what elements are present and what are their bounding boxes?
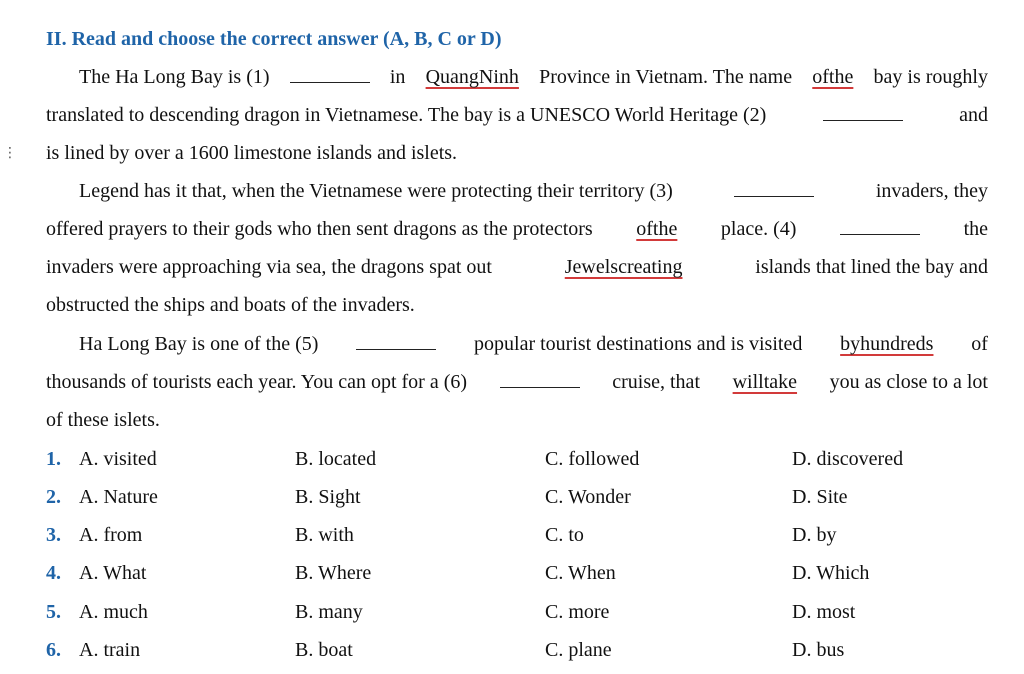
option-d: D. Which bbox=[792, 562, 870, 584]
text-run: of bbox=[971, 333, 988, 355]
text-run: offered prayers to their gods who then sent dragons as the protectors bbox=[46, 218, 593, 240]
option-b: B. with bbox=[295, 524, 354, 546]
question-row bbox=[46, 558, 988, 588]
answer-blank-1 bbox=[290, 64, 370, 83]
option-a: A. visited bbox=[79, 448, 157, 470]
text-run: translated to descending dragon in Vietnamese. The bay is a UNESCO World Heritage (2) bbox=[46, 104, 767, 126]
question-number: 1. bbox=[46, 448, 61, 470]
spell-error-word: QuangNinh bbox=[425, 66, 519, 88]
spell-error-word: Jewelscreating bbox=[564, 256, 683, 278]
spell-error-word: ofthe bbox=[636, 218, 678, 240]
option-b: B. located bbox=[295, 448, 377, 470]
answer-blank-6 bbox=[500, 369, 580, 388]
option-c: C. plane bbox=[545, 639, 612, 661]
question-row bbox=[46, 597, 988, 627]
question-number: 2. bbox=[46, 486, 61, 508]
option-c: C. When bbox=[545, 562, 616, 584]
text-run: thousands of tourists each year. You can opt for a (6) bbox=[46, 371, 468, 393]
option-b: B. boat bbox=[295, 639, 353, 661]
option-c: C. to bbox=[545, 524, 584, 546]
answer-blank-4 bbox=[840, 216, 920, 235]
margin-marker-icon: ⋮ bbox=[3, 145, 17, 161]
text-run: invaders, they bbox=[875, 180, 988, 202]
option-c: C. more bbox=[545, 601, 610, 623]
spell-error-word: ofthe bbox=[812, 66, 854, 88]
answer-blank-5 bbox=[356, 331, 436, 350]
text-run: popular tourist destinations and is visited bbox=[474, 333, 803, 355]
answer-blank-3 bbox=[734, 178, 814, 197]
option-c: C. Wonder bbox=[545, 486, 631, 508]
option-c: C. followed bbox=[545, 448, 640, 470]
spell-error-word: willtake bbox=[732, 371, 798, 393]
passage-line bbox=[79, 176, 988, 206]
text-run: Ha Long Bay is one of the (5) bbox=[79, 333, 319, 355]
text-run: the bbox=[963, 218, 988, 240]
section-heading: II. Read and choose the correct answer (A, B, C or D) bbox=[46, 28, 502, 50]
question-row bbox=[46, 635, 988, 665]
text-run: Province in Vietnam. The name bbox=[539, 66, 793, 88]
text-run: and bbox=[959, 104, 988, 126]
text-run: cruise, that bbox=[612, 371, 700, 393]
option-b: B. Where bbox=[295, 562, 372, 584]
spell-error-word: byhundreds bbox=[840, 333, 934, 355]
passage-line bbox=[46, 252, 988, 282]
passage-line bbox=[46, 100, 988, 130]
option-a: A. much bbox=[79, 601, 148, 623]
passage-line: obstructed the ships and boats of the invaders. bbox=[46, 294, 415, 316]
text-run: Legend has it that, when the Vietnamese were protecting their territory (3) bbox=[79, 180, 673, 202]
option-d: D. by bbox=[792, 524, 837, 546]
text-run: invaders were approaching via sea, the dragons spat out bbox=[46, 256, 492, 278]
question-number: 5. bbox=[46, 601, 61, 623]
passage-line: is lined by over a 1600 limestone islands and islets. bbox=[46, 142, 458, 164]
question-row bbox=[46, 482, 988, 512]
option-a: A. Nature bbox=[79, 486, 158, 508]
answer-blank-2 bbox=[823, 102, 903, 121]
text-run: place. (4) bbox=[720, 218, 797, 240]
question-number: 6. bbox=[46, 639, 61, 661]
passage-line bbox=[46, 367, 988, 397]
passage-line bbox=[46, 214, 988, 244]
passage-line bbox=[79, 62, 988, 92]
question-row bbox=[46, 520, 988, 550]
option-d: D. discovered bbox=[792, 448, 904, 470]
question-number: 4. bbox=[46, 562, 61, 584]
text-run: bay is roughly bbox=[873, 66, 988, 88]
question-row bbox=[46, 444, 988, 474]
question-number: 3. bbox=[46, 524, 61, 546]
passage-line: of these islets. bbox=[46, 409, 160, 431]
option-d: D. bus bbox=[792, 639, 845, 661]
passage-line bbox=[79, 329, 988, 359]
option-b: B. Sight bbox=[295, 486, 361, 508]
text-run: islands that lined the bay and bbox=[755, 256, 988, 278]
text-run: in bbox=[389, 66, 406, 88]
option-d: D. Site bbox=[792, 486, 848, 508]
option-b: B. many bbox=[295, 601, 363, 623]
option-a: A. from bbox=[79, 524, 143, 546]
option-a: A. What bbox=[79, 562, 147, 584]
option-a: A. train bbox=[79, 639, 141, 661]
text-run: you as close to a lot bbox=[829, 371, 988, 393]
text-run: The Ha Long Bay is (1) bbox=[79, 66, 270, 88]
option-d: D. most bbox=[792, 601, 856, 623]
